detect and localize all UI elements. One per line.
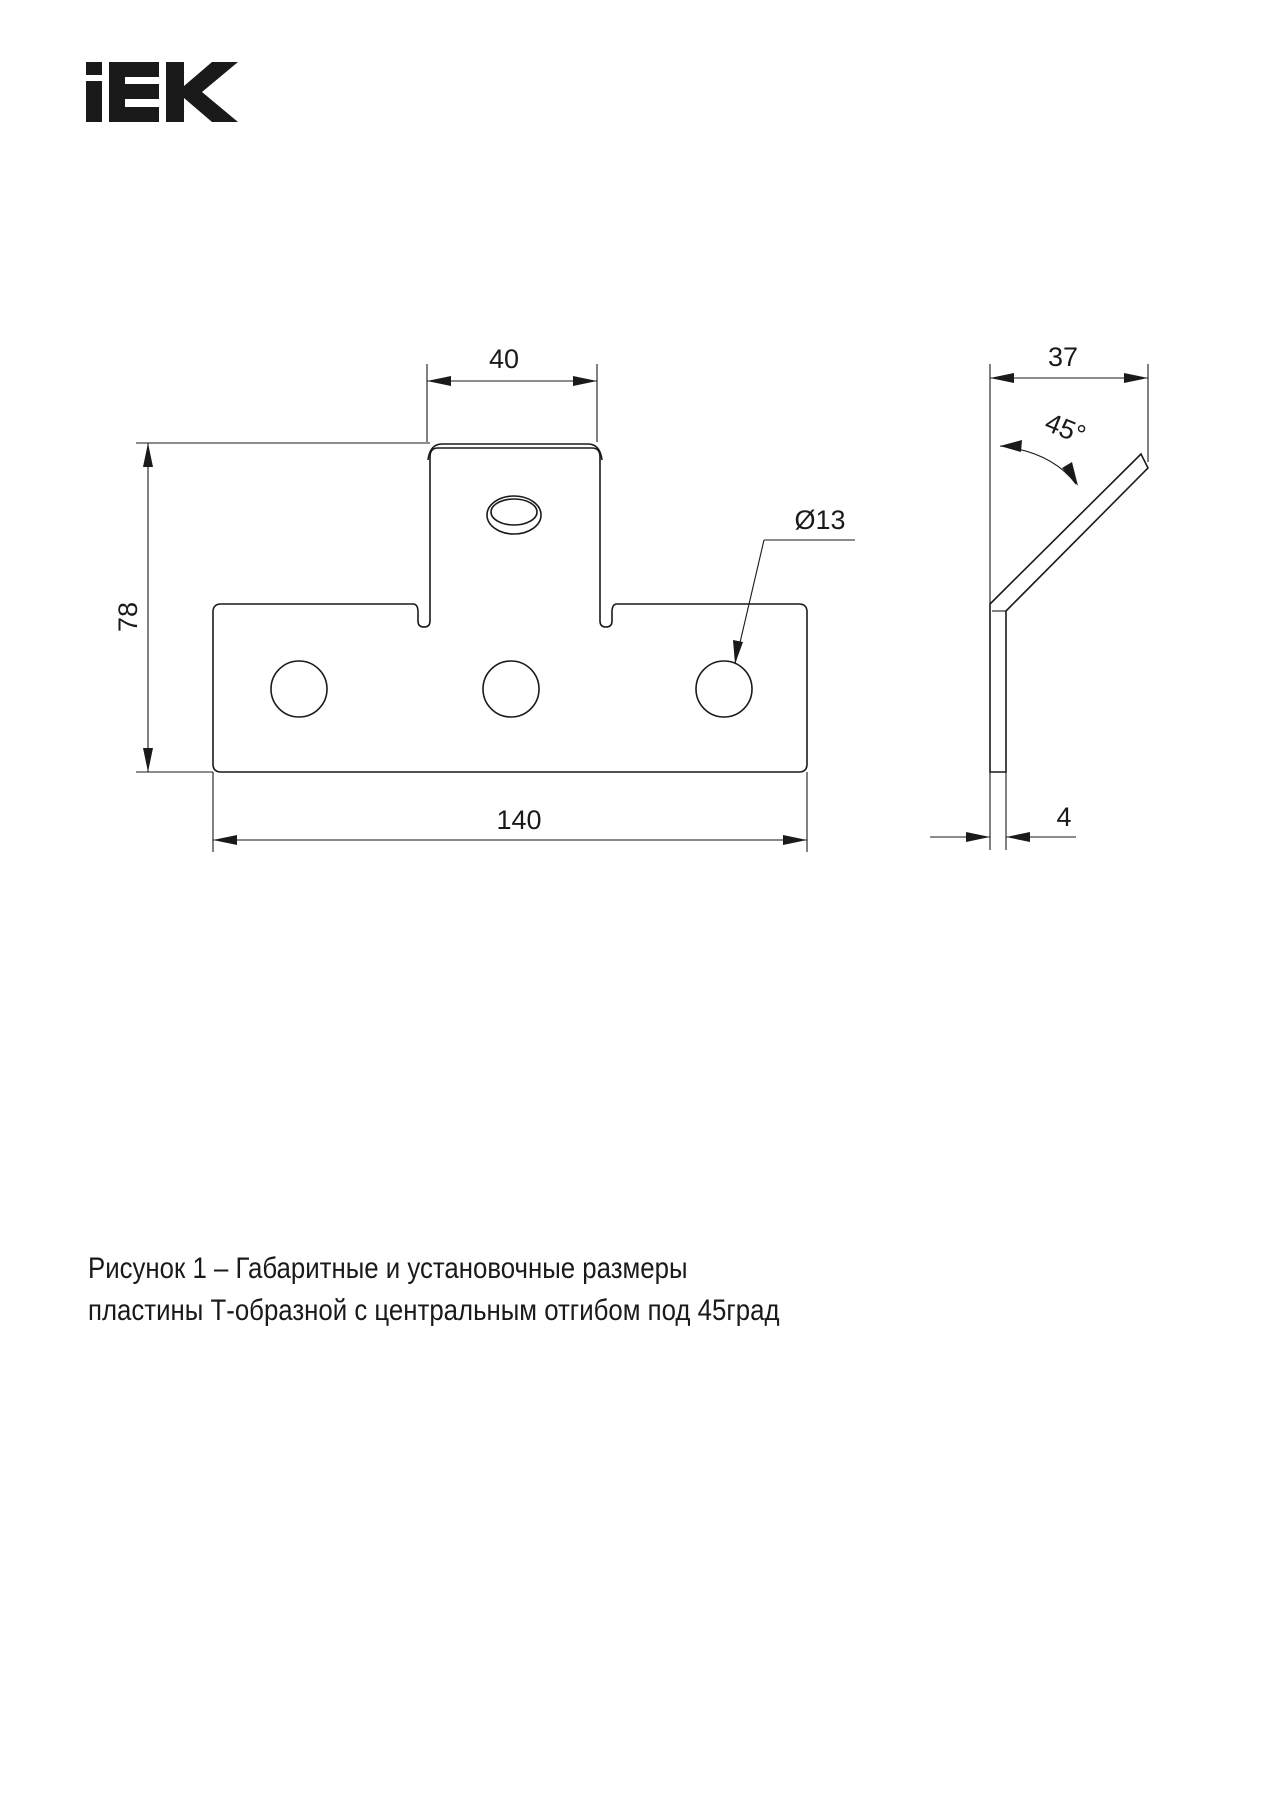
dimension-tab-width [427, 344, 597, 442]
mounting-hole-right [696, 661, 752, 717]
caption-line-2: пластины Т-образной с центральным отгибом под 45град [88, 1294, 780, 1327]
dimension-width [213, 772, 807, 852]
figure-caption [88, 1248, 948, 1332]
dimension-label-40: 40 [488, 344, 520, 374]
plate-side-view [990, 454, 1148, 772]
dimension-label-78: 78 [113, 601, 143, 633]
dimension-label-37: 37 [1047, 342, 1079, 372]
dimension-label-140: 140 [496, 805, 542, 835]
dimension-label-4: 4 [1056, 802, 1072, 832]
caption-line-1: Рисунок 1 – Габаритные и установочные размеры [88, 1252, 688, 1285]
mounting-hole-left [271, 661, 327, 717]
dimension-label-hole: Ø13 [794, 505, 846, 535]
plate-front-view [213, 444, 807, 772]
tab-slot [487, 496, 541, 534]
mounting-hole-center [483, 661, 539, 717]
dimension-label-45: 45° [1040, 407, 1090, 451]
dimension-thickness [930, 772, 1076, 850]
dimension-hole-diameter [733, 505, 855, 664]
dimension-bend-angle [1000, 407, 1090, 486]
dimension-height [113, 443, 430, 772]
